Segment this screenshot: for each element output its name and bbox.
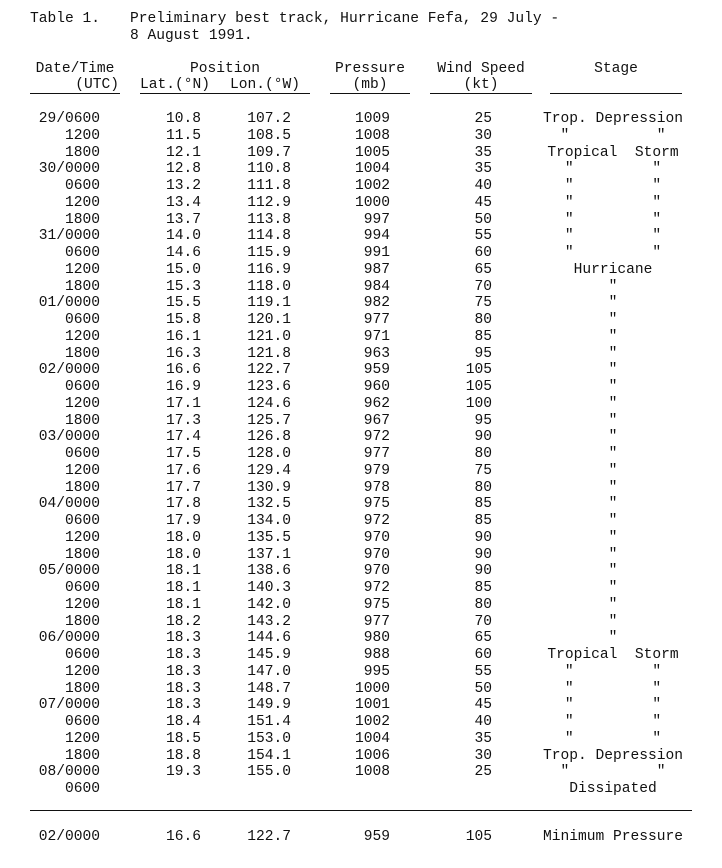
cell-stage: " ": [564, 714, 662, 730]
cell-pressure: 971: [363, 328, 390, 345]
cell-time: 1200: [64, 596, 100, 613]
cell-time: 31/0000: [38, 228, 100, 245]
cell-wind: 30: [474, 127, 492, 144]
cell-time: 1200: [64, 194, 100, 211]
cell-pressure: 1008: [354, 127, 390, 144]
cell-lat: 14.6: [165, 245, 201, 261]
cell-wind: 50: [474, 680, 492, 697]
cell-time: 1200: [64, 328, 100, 345]
cell-lon: 121.8: [247, 345, 291, 362]
cell-lon: 125.7: [247, 412, 291, 429]
cell-pressure: 1000: [354, 194, 390, 211]
cell-lat: 13.2: [165, 178, 201, 194]
cell-time: 0600: [64, 714, 100, 730]
cell-pressure: 979: [363, 462, 390, 479]
cell-lat: 18.1: [165, 580, 201, 596]
cell-lon: 111.8: [247, 178, 291, 194]
cell-lat: 15.8: [165, 312, 201, 328]
cell-lat: 18.1: [165, 596, 201, 613]
cell-wind: 55: [474, 663, 492, 680]
cell-wind: 75: [474, 295, 492, 312]
table-caption-line1: Preliminary best track, Hurricane Fefa, 29 July -: [130, 11, 560, 27]
cell-pressure: 975: [363, 496, 390, 513]
cell-lon: 119.1: [247, 295, 291, 312]
cell-wind: 70: [474, 278, 492, 295]
cell-time: 0600: [64, 513, 100, 529]
cell-time: 04/0000: [38, 496, 100, 513]
cell-pressure: 972: [363, 429, 390, 446]
cell-stage: " ": [564, 730, 662, 747]
header-stage: Stage: [594, 61, 638, 77]
cell-lat: 17.4: [165, 429, 201, 446]
cell-lon: 114.8: [247, 228, 291, 245]
header-pressure: Pressure: [334, 61, 406, 77]
cell-time: 1200: [64, 462, 100, 479]
cell-lon: 151.4: [247, 714, 291, 730]
cell-pressure: 972: [363, 580, 390, 596]
cell-lon: 138.6: [247, 563, 291, 580]
cell-pressure: 997: [363, 211, 390, 228]
cell-lat: 18.4: [165, 714, 201, 730]
summary-lon: 122.7: [247, 829, 291, 845]
cell-pressure: 977: [363, 312, 390, 328]
cell-time: 1200: [64, 663, 100, 680]
cell-time: 0600: [64, 781, 100, 797]
summary-divider: [30, 810, 692, 811]
cell-lat: 17.8: [165, 496, 201, 513]
cell-wind: 75: [474, 462, 492, 479]
cell-lat: 16.9: [165, 379, 201, 395]
cell-lon: 134.0: [247, 513, 291, 529]
cell-time: 29/0600: [38, 111, 100, 127]
cell-lon: 109.7: [247, 144, 291, 161]
cell-stage: ": [608, 546, 618, 563]
cell-time: 1200: [64, 730, 100, 747]
cell-lon: 149.9: [247, 697, 291, 714]
cell-lat: 14.0: [165, 228, 201, 245]
cell-lon: 147.0: [247, 663, 291, 680]
cell-wind: 85: [474, 496, 492, 513]
cell-stage: ": [608, 328, 618, 345]
cell-lon: 140.3: [247, 580, 291, 596]
cell-lat: 18.3: [165, 647, 201, 663]
cell-stage: " ": [564, 228, 662, 245]
cell-time: 1800: [64, 479, 100, 496]
cell-stage: " ": [564, 178, 662, 194]
cell-wind: 65: [474, 630, 492, 647]
cell-stage: ": [608, 462, 618, 479]
cell-wind: 80: [474, 479, 492, 496]
cell-stage: ": [608, 295, 618, 312]
cell-time: 1800: [64, 412, 100, 429]
cell-wind: 60: [474, 245, 492, 261]
cell-wind: 90: [474, 429, 492, 446]
cell-pressure: 1004: [354, 161, 390, 178]
cell-wind: 85: [474, 328, 492, 345]
cell-lon: 115.9: [247, 245, 291, 261]
cell-lon: 137.1: [247, 546, 291, 563]
cell-stage: ": [608, 479, 618, 496]
cell-wind: 50: [474, 211, 492, 228]
cell-lon: 143.2: [247, 613, 291, 630]
cell-stage: " ": [564, 697, 662, 714]
cell-lat: 16.6: [165, 362, 201, 379]
cell-lat: 18.3: [165, 680, 201, 697]
cell-wind: 85: [474, 513, 492, 529]
cell-wind: 80: [474, 446, 492, 462]
cell-lat: 17.9: [165, 513, 201, 529]
cell-pressure: 980: [363, 630, 390, 647]
cell-stage: Hurricane: [573, 261, 653, 278]
cell-pressure: 977: [363, 446, 390, 462]
cell-stage: ": [608, 496, 618, 513]
cell-stage: ": [608, 429, 618, 446]
cell-wind: 90: [474, 529, 492, 546]
table-caption-line2: 8 August 1991.: [130, 28, 253, 44]
cell-pressure: 967: [363, 412, 390, 429]
cell-lon: 124.6: [247, 395, 291, 412]
cell-time: 0600: [64, 379, 100, 395]
cell-stage: Dissipated: [569, 781, 657, 797]
cell-stage: ": [608, 379, 618, 395]
cell-wind: 60: [474, 647, 492, 663]
cell-wind: 65: [474, 261, 492, 278]
cell-lon: 108.5: [247, 127, 291, 144]
cell-time: 1200: [64, 529, 100, 546]
header-wind-underline: [430, 93, 532, 94]
cell-time: 08/0000: [38, 764, 100, 781]
cell-lon: 118.0: [247, 278, 291, 295]
cell-stage: Tropical Storm: [547, 144, 679, 161]
cell-pressure: 960: [363, 379, 390, 395]
cell-lon: 145.9: [247, 647, 291, 663]
cell-time: 1200: [64, 127, 100, 144]
cell-stage: ": [608, 362, 618, 379]
cell-stage: " ": [564, 663, 662, 680]
cell-pressure: 977: [363, 613, 390, 630]
cell-time: 30/0000: [38, 161, 100, 178]
cell-lat: 17.5: [165, 446, 201, 462]
cell-wind: 35: [474, 161, 492, 178]
cell-lon: 120.1: [247, 312, 291, 328]
cell-lon: 144.6: [247, 630, 291, 647]
cell-pressure: 1002: [354, 178, 390, 194]
cell-stage: ": [608, 446, 618, 462]
cell-lat: 13.4: [165, 194, 201, 211]
cell-lat: 17.6: [165, 462, 201, 479]
cell-wind: 95: [474, 345, 492, 362]
summary-wind: 105: [465, 829, 492, 845]
cell-lat: 18.1: [165, 563, 201, 580]
cell-pressure: 1004: [354, 730, 390, 747]
cell-pressure: 1008: [354, 764, 390, 781]
cell-pressure: 962: [363, 395, 390, 412]
cell-stage: ": [608, 513, 618, 529]
header-datetime-underline: [30, 93, 120, 94]
cell-lat: 16.1: [165, 328, 201, 345]
cell-lat: 15.3: [165, 278, 201, 295]
cell-time: 05/0000: [38, 563, 100, 580]
cell-lat: 13.7: [165, 211, 201, 228]
summary-pressure: 959: [363, 829, 390, 845]
header-wind: Wind Speed: [437, 61, 525, 77]
cell-lon: 112.9: [247, 194, 291, 211]
cell-lat: 15.0: [165, 261, 201, 278]
header-datetime: Date/Time: [35, 61, 115, 77]
cell-stage: ": [608, 412, 618, 429]
cell-time: 0600: [64, 312, 100, 328]
cell-time: 0600: [64, 647, 100, 663]
cell-stage: Tropical Storm: [547, 647, 679, 663]
cell-wind: 80: [474, 596, 492, 613]
cell-wind: 45: [474, 194, 492, 211]
cell-time: 0600: [64, 245, 100, 261]
cell-time: 1200: [64, 261, 100, 278]
cell-pressure: 988: [363, 647, 390, 663]
cell-lat: 18.8: [165, 747, 201, 764]
cell-stage: ": [608, 563, 618, 580]
cell-time: 03/0000: [38, 429, 100, 446]
summary-time: 02/0000: [38, 829, 100, 845]
cell-lon: 155.0: [247, 764, 291, 781]
header-lon: Lon.(°W): [230, 77, 301, 93]
cell-wind: 40: [474, 178, 492, 194]
summary-lat: 16.6: [165, 829, 201, 845]
cell-wind: 100: [465, 395, 492, 412]
cell-pressure: 970: [363, 563, 390, 580]
cell-stage: ": [608, 613, 618, 630]
cell-lat: 17.3: [165, 412, 201, 429]
header-position: Position: [189, 61, 261, 77]
cell-time: 1800: [64, 613, 100, 630]
cell-stage: " ": [564, 211, 662, 228]
cell-pressure: 975: [363, 596, 390, 613]
cell-wind: 105: [465, 362, 492, 379]
cell-pressure: 1000: [354, 680, 390, 697]
cell-lon: 116.9: [247, 261, 291, 278]
cell-stage: " ": [564, 245, 662, 261]
cell-lon: 135.5: [247, 529, 291, 546]
cell-pressure: 1009: [354, 111, 390, 127]
cell-time: 0600: [64, 178, 100, 194]
cell-stage: ": [608, 395, 618, 412]
cell-stage: " ": [564, 680, 662, 697]
cell-wind: 35: [474, 730, 492, 747]
cell-lat: 18.3: [165, 630, 201, 647]
cell-pressure: 991: [363, 245, 390, 261]
cell-lat: 18.0: [165, 529, 201, 546]
cell-lon: 153.0: [247, 730, 291, 747]
cell-pressure: 970: [363, 546, 390, 563]
cell-time: 1800: [64, 680, 100, 697]
cell-wind: 30: [474, 747, 492, 764]
cell-time: 0600: [64, 446, 100, 462]
cell-stage: " ": [564, 194, 662, 211]
cell-pressure: 963: [363, 345, 390, 362]
cell-time: 1800: [64, 546, 100, 563]
cell-wind: 85: [474, 580, 492, 596]
cell-pressure: 994: [363, 228, 390, 245]
cell-pressure: 978: [363, 479, 390, 496]
cell-wind: 35: [474, 144, 492, 161]
cell-pressure: 1006: [354, 747, 390, 764]
cell-time: 02/0000: [38, 362, 100, 379]
cell-stage: Trop. Depression: [542, 111, 684, 127]
cell-lat: 11.5: [165, 127, 201, 144]
cell-lon: 123.6: [247, 379, 291, 395]
cell-stage: ": [608, 278, 618, 295]
summary-stage: Minimum Pressure: [542, 829, 684, 845]
cell-lat: 18.0: [165, 546, 201, 563]
cell-wind: 55: [474, 228, 492, 245]
cell-pressure: 982: [363, 295, 390, 312]
cell-time: 1800: [64, 278, 100, 295]
header-pressure-underline: [330, 93, 410, 94]
cell-lon: 121.0: [247, 328, 291, 345]
cell-lon: 128.0: [247, 446, 291, 462]
cell-time: 1800: [64, 345, 100, 362]
cell-time: 07/0000: [38, 697, 100, 714]
header-utc: (UTC): [75, 77, 119, 93]
cell-lon: 107.2: [247, 111, 291, 127]
cell-wind: 95: [474, 412, 492, 429]
cell-stage: ": [608, 312, 618, 328]
cell-wind: 80: [474, 312, 492, 328]
cell-stage: ": [608, 345, 618, 362]
cell-pressure: 984: [363, 278, 390, 295]
cell-pressure: 959: [363, 362, 390, 379]
cell-lon: 110.8: [247, 161, 291, 178]
cell-wind: 45: [474, 697, 492, 714]
cell-lon: 130.9: [247, 479, 291, 496]
cell-lat: 10.8: [165, 111, 201, 127]
cell-lat: 16.3: [165, 345, 201, 362]
cell-wind: 105: [465, 379, 492, 395]
cell-wind: 25: [474, 764, 492, 781]
header-mb: (mb): [352, 77, 388, 93]
cell-lat: 12.1: [165, 144, 201, 161]
cell-time: 06/0000: [38, 630, 100, 647]
cell-lat: 18.3: [165, 663, 201, 680]
cell-time: 0600: [64, 580, 100, 596]
cell-wind: 90: [474, 563, 492, 580]
cell-stage: " ": [564, 161, 662, 178]
cell-pressure: 1005: [354, 144, 390, 161]
header-lat: Lat.(°N): [140, 77, 211, 93]
cell-time: 1800: [64, 144, 100, 161]
cell-stage: " ": [560, 764, 666, 781]
cell-lat: 17.7: [165, 479, 201, 496]
cell-lon: 113.8: [247, 211, 291, 228]
cell-wind: 40: [474, 714, 492, 730]
cell-pressure: 1002: [354, 714, 390, 730]
cell-stage: " ": [560, 127, 666, 144]
cell-time: 1800: [64, 747, 100, 764]
cell-lat: 12.8: [165, 161, 201, 178]
cell-pressure: 972: [363, 513, 390, 529]
cell-stage: ": [608, 630, 618, 647]
cell-stage: ": [608, 529, 618, 546]
cell-lat: 17.1: [165, 395, 201, 412]
cell-time: 1200: [64, 395, 100, 412]
cell-lon: 122.7: [247, 362, 291, 379]
cell-stage: ": [608, 580, 618, 596]
cell-lat: 18.5: [165, 730, 201, 747]
cell-stage: Trop. Depression: [542, 747, 684, 764]
cell-pressure: 970: [363, 529, 390, 546]
cell-lat: 19.3: [165, 764, 201, 781]
cell-lon: 154.1: [247, 747, 291, 764]
cell-lon: 132.5: [247, 496, 291, 513]
cell-wind: 70: [474, 613, 492, 630]
cell-wind: 25: [474, 111, 492, 127]
cell-time: 1800: [64, 211, 100, 228]
header-stage-underline: [550, 93, 682, 94]
cell-stage: ": [608, 596, 618, 613]
header-kt: (kt): [463, 77, 499, 93]
table-label: Table 1.: [30, 11, 101, 27]
header-position-underline: [140, 93, 310, 94]
cell-wind: 90: [474, 546, 492, 563]
cell-lat: 18.2: [165, 613, 201, 630]
cell-lat: 15.5: [165, 295, 201, 312]
cell-lon: 148.7: [247, 680, 291, 697]
cell-pressure: 995: [363, 663, 390, 680]
cell-pressure: 987: [363, 261, 390, 278]
cell-pressure: 1001: [354, 697, 390, 714]
cell-lon: 142.0: [247, 596, 291, 613]
cell-lat: 18.3: [165, 697, 201, 714]
cell-time: 01/0000: [38, 295, 100, 312]
cell-lon: 129.4: [247, 462, 291, 479]
cell-lon: 126.8: [247, 429, 291, 446]
